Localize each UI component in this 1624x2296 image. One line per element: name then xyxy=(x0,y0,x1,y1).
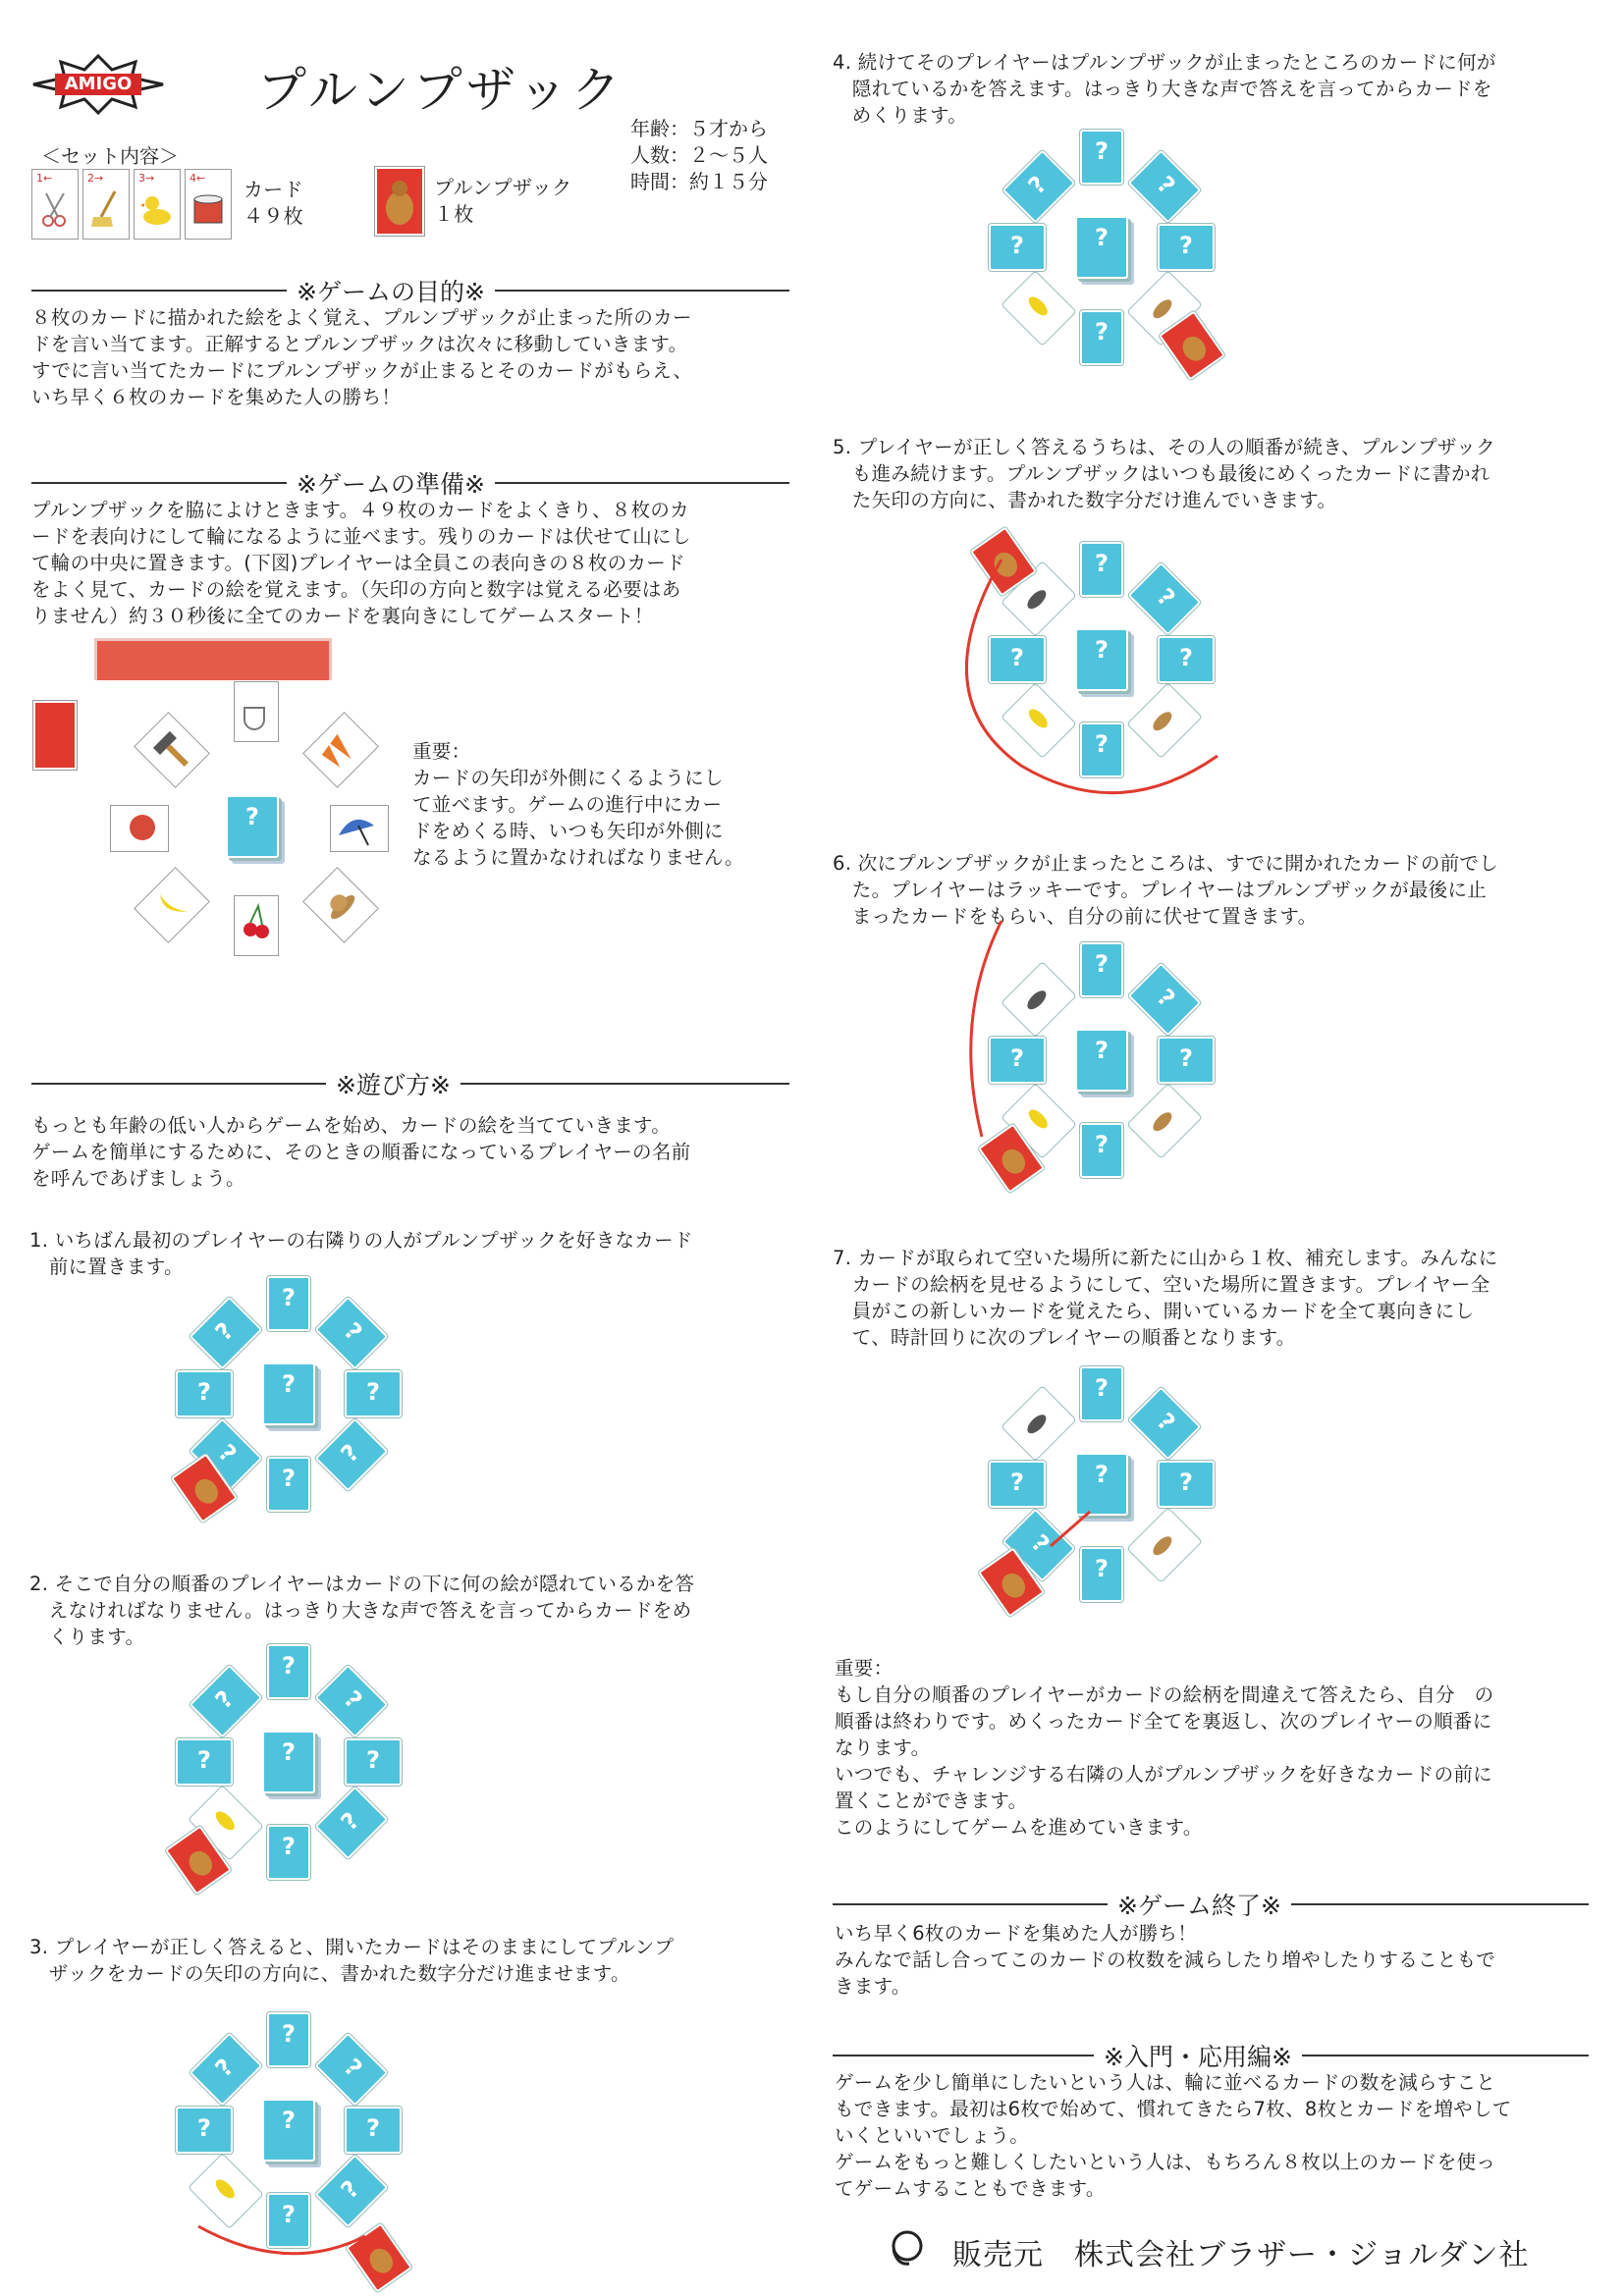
move-arrow xyxy=(943,1325,1257,1639)
face-card-hammer xyxy=(134,712,210,788)
step-2: 2. そこで自分の順番のプレイヤーはカードの下に何の絵が隠れているかを答 えなければなりません。はっきり大きな声で答えを言ってからカードをめ くります。 xyxy=(29,1573,695,1648)
seller-name: 販売元 株式会社ブラザー・ジョルダン社 xyxy=(952,2238,1530,2272)
umbrella-icon xyxy=(331,806,388,851)
game-info xyxy=(630,116,768,195)
face-card-carrot xyxy=(302,712,379,788)
sack-card-sample xyxy=(375,167,424,236)
board-step-1 xyxy=(159,1264,414,1520)
card-ne xyxy=(1128,150,1202,224)
advanced-body: ゲームを少し簡単にしたいという人は、輪に並べるカードの数を減らすこと もできます。最初は6枚で始めて、慣れてきたら7枚、8枚とカードを増やして いくといいでしょう。 ゲームをもっと難しくしたいという人は、もちろん８枚以上のカードを使っ てゲームすることもできます。 xyxy=(835,2071,1512,2200)
card-s xyxy=(267,1825,310,1880)
hammer-icon xyxy=(135,714,209,787)
board-step-4 xyxy=(972,118,1227,373)
prep-important: 重要： カードの矢印が外側にくるようにし て並べます。ゲームの進行中にカー ドをめくる時、いつも矢印が外側に なるように置かなければなりません。 xyxy=(412,740,744,869)
hat-icon xyxy=(304,869,378,942)
purpose-heading: ※ゲームの目的※ xyxy=(31,273,789,308)
step-3: 3. プレイヤーが正しく答えると、開いたカードはそのままにしてプルンプ ザックをカードの矢印の方向に、書かれた数字分だけ進ませます。 xyxy=(29,1936,675,1985)
play-intro: もっとも年齢の低い人からゲームを始め、カードの絵を当てていきます。 ゲームを簡単にするために、そのときの順番になっているプレイヤーの名前 を呼んであげましょう。 xyxy=(31,1114,691,1190)
center-deck xyxy=(262,1731,315,1793)
card-nw xyxy=(1002,150,1076,224)
advanced-heading: ※入門・応用編※ xyxy=(833,2038,1589,2073)
move-arrow xyxy=(130,1971,444,2285)
card-n xyxy=(267,1644,310,1699)
center-deck xyxy=(1075,216,1128,279)
banana-icon xyxy=(1016,284,1060,328)
face-card-banana xyxy=(134,867,210,943)
card-se xyxy=(315,1418,389,1492)
cards-count-label: カード ４９枚 xyxy=(244,178,303,228)
sample-card-broom: 2→ xyxy=(82,169,130,240)
broom-icon xyxy=(91,189,121,229)
face-card-hat xyxy=(302,867,379,943)
carrot-icon xyxy=(304,714,378,787)
step-6: 6. 次にプルンプザックが止まったところは、すでに開かれたカードの前でし た。プレイヤーはラッキーです。プレイヤーはプルンプザックが最後に止 まったカードをもらい、自分の前に伏せて置きます。 xyxy=(833,852,1499,928)
move-arrow xyxy=(943,501,1257,815)
card-n xyxy=(267,1276,310,1331)
card-s xyxy=(1080,310,1123,365)
step-4: 4. 続けてそのプレイヤーはプルンプザックが止まったところのカードに何が 隠れているかを答えます。はっきり大きな声で答えを言ってからカードを めくります。 xyxy=(833,51,1496,127)
step-1: 1. いちばん最初のプレイヤーの右隣りの人がプルンプザックを好きなカード 前に置きます。 xyxy=(29,1229,693,1278)
sample-cards xyxy=(31,169,236,240)
banana-icon xyxy=(135,869,209,942)
card-ne xyxy=(315,1297,389,1370)
card-w xyxy=(176,1370,233,1417)
scissors-icon xyxy=(40,189,70,229)
card-w xyxy=(989,224,1046,271)
card-e xyxy=(1158,224,1215,271)
face-card-ball xyxy=(110,805,169,852)
board-step-3 xyxy=(159,2001,414,2256)
deck-top-partial xyxy=(94,638,332,680)
ball-icon xyxy=(111,806,168,851)
center-deck xyxy=(262,1362,315,1425)
board-step-2 xyxy=(159,1632,414,1888)
card-nw xyxy=(189,1297,263,1370)
board-step-7 xyxy=(972,1355,1227,1610)
sack-card-aside xyxy=(33,701,77,770)
set-contents-label: ＜セット内容＞ xyxy=(41,144,179,168)
prep-heading: ※ゲームの準備※ xyxy=(31,465,789,501)
center-deck xyxy=(226,795,279,858)
play-heading: ※遊び方※ xyxy=(31,1066,789,1101)
step-5: 5. プレイヤーが正しく答えるうちは、その人の順番が続き、プルンプザック も進み続けます。プルンプザックはいつも最後にめくったカードに書かれ た矢印の方向に、書かれた数字分だけ進んでいきます。 xyxy=(833,436,1495,511)
end-body: いち早く6枚のカードを集めた人が勝ち！ みんなで話し合ってこのカードの枚数を減らしたり増やしたりすることもで きます。 xyxy=(835,1922,1496,1998)
sample-card-drum: 4← xyxy=(185,169,232,240)
prep-diagram xyxy=(29,638,412,972)
sample-card-duck: 3→ xyxy=(134,169,181,240)
sample-card-scissors: 1← xyxy=(31,169,79,240)
play-important: 重要： もし自分の順番のプレイヤーがカードの絵柄を間違えて答えたら、自分 の 順番は終わりです。めくったカード全てを裏返し、次のプレイヤーの順番に なります。 いつでも、チャレンジする右隣の人がプルンプザックを好きなカードの前に 置くことができます。 このようにしてゲームを進めていきます。 xyxy=(835,1657,1494,1839)
card-se xyxy=(315,1787,389,1860)
board-step-5 xyxy=(972,530,1227,785)
drum-icon xyxy=(191,191,225,227)
prep-body: プルンプザックを脇によけときます。４９枚のカードをよくきり、８枚のカ ードを表向けにして輪になるように並べます。残りのカードは伏せて山にし て輪の中央に置きます。(下図)プレイヤーは全員この表向きの８枚のカード をよく見て、カードの絵を覚えます。（矢印の方向と数字は覚える必要はあ りません）約３０秒後に全てのカードを裏向きにしてゲームスタート！ xyxy=(31,499,691,627)
face-card-cup xyxy=(234,681,279,742)
duck-icon xyxy=(140,191,174,227)
face-card-umbrella xyxy=(330,805,389,852)
card-nw xyxy=(189,1665,263,1738)
sack-count-label: プルンプザック １枚 xyxy=(434,176,572,226)
banana-icon xyxy=(203,1798,247,1842)
board-step-6 xyxy=(972,931,1227,1186)
cup-icon xyxy=(235,682,278,741)
info-players: 人数：２〜５人 xyxy=(630,143,768,167)
card-w xyxy=(176,1738,233,1786)
logo-text: AMIGO xyxy=(64,74,133,94)
move-arrow xyxy=(943,901,1257,1215)
card-ne xyxy=(315,1665,389,1738)
card-e xyxy=(345,1370,402,1417)
info-age: 年齢：５才から xyxy=(630,117,768,140)
amigo-logo xyxy=(29,54,167,115)
step-7: 7. カードが取られて空いた場所に新たに山から１枚、補充します。みんなに カードの絵柄を見せるようにして、空いた場所に置きます。プレイヤー全 員がこの新しいカードを覚えたら、開いているカードを全て裏向きにし て、時計回りに次のプレイヤーの順番となります。 xyxy=(833,1247,1498,1349)
card-s xyxy=(267,1457,310,1512)
sack-icon xyxy=(377,169,422,234)
brand-logo-icon xyxy=(884,2226,927,2273)
face-card-banana xyxy=(1002,272,1076,346)
card-e xyxy=(345,1738,402,1786)
page-title: プルンプザック xyxy=(257,62,624,119)
info-time: 時間：約１５分 xyxy=(630,170,768,193)
purpose-body: ８枚のカードに描かれた絵をよく覚え、プルンプザックが止まった所のカー ドを言い当てます。正解するとプルンプザックは次々に移動していきます。 すでに言い当てたカードにプルンプザックが止まるとそのカードがもらえ、 いち早く６枚のカードを集めた人の勝ち！ xyxy=(31,306,693,408)
card-n xyxy=(1080,130,1123,185)
cherry-icon xyxy=(235,896,278,955)
end-heading: ※ゲーム終了※ xyxy=(833,1887,1589,1922)
face-card-cherry xyxy=(234,895,279,956)
